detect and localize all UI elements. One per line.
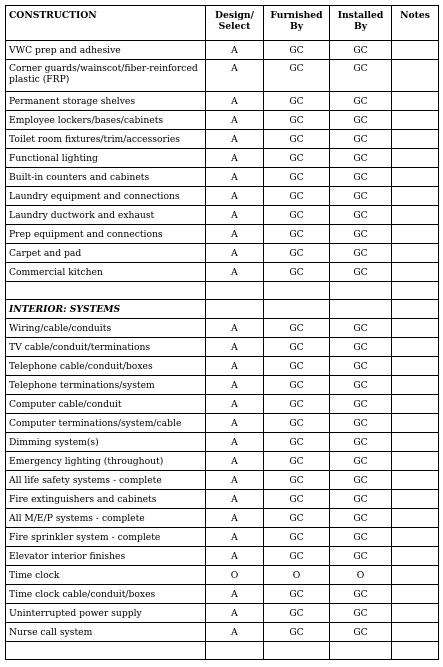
table-row [6, 509, 439, 528]
blank-cell [392, 300, 439, 319]
furnished-by-cell: GC [264, 130, 330, 149]
design-select-cell: A [206, 604, 264, 623]
notes-cell [392, 376, 439, 395]
furnished-by-cell: GC [264, 490, 330, 509]
installed-by-cell: GC [330, 92, 392, 111]
installed-by-cell: GC [330, 338, 392, 357]
notes-cell [392, 60, 439, 92]
table-row [6, 60, 439, 92]
header-construction: CONSTRUCTION [6, 6, 206, 41]
item-cell: Permanent storage shelves [6, 92, 206, 111]
item-cell: Laundry equipment and connections [6, 187, 206, 206]
table-footer [6, 642, 439, 660]
item-cell: All M/E/P systems - complete [6, 509, 206, 528]
furnished-by-cell: GC [264, 376, 330, 395]
item-cell: Functional lighting [6, 149, 206, 168]
table-row [6, 338, 439, 357]
design-select-cell: A [206, 225, 264, 244]
notes-cell [392, 452, 439, 471]
blank-cell [6, 642, 206, 660]
notes-cell [392, 111, 439, 130]
header-design-select: Design/ Select [206, 6, 264, 41]
furnished-by-cell: GC [264, 623, 330, 642]
section-title: INTERIOR: SYSTEMS [6, 300, 206, 319]
design-select-cell: A [206, 376, 264, 395]
table-row [6, 376, 439, 395]
blank-cell [206, 282, 264, 300]
design-select-cell: A [206, 149, 264, 168]
furnished-by-cell: GC [264, 528, 330, 547]
item-cell: Computer cable/conduit [6, 395, 206, 414]
furnished-by-cell: GC [264, 357, 330, 376]
table-row [6, 490, 439, 509]
table-row [6, 623, 439, 642]
furnished-by-cell: GC [264, 414, 330, 433]
furnished-by-cell: GC [264, 225, 330, 244]
item-cell: Prep equipment and connections [6, 225, 206, 244]
blank-cell [330, 300, 392, 319]
design-select-cell: A [206, 92, 264, 111]
table-row [6, 433, 439, 452]
furnished-by-cell: GC [264, 60, 330, 92]
installed-by-cell: GC [330, 206, 392, 225]
notes-cell [392, 433, 439, 452]
notes-cell [392, 338, 439, 357]
installed-by-cell: GC [330, 187, 392, 206]
notes-cell [392, 585, 439, 604]
installed-by-cell: GC [330, 604, 392, 623]
furnished-by-cell: GC [264, 263, 330, 282]
responsibility-table [5, 5, 439, 660]
furnished-by-cell: O [264, 566, 330, 585]
design-select-cell: A [206, 395, 264, 414]
furnished-by-cell: GC [264, 604, 330, 623]
design-select-cell: A [206, 547, 264, 566]
notes-cell [392, 471, 439, 490]
notes-cell [392, 509, 439, 528]
notes-cell [392, 414, 439, 433]
item-cell: Built-in counters and cabinets [6, 168, 206, 187]
item-cell: Commercial kitchen [6, 263, 206, 282]
section-divider [6, 282, 439, 319]
notes-cell [392, 547, 439, 566]
table-row [6, 414, 439, 433]
item-cell: Elevator interior finishes [6, 547, 206, 566]
design-select-cell: A [206, 41, 264, 60]
table-row [6, 41, 439, 60]
design-select-cell: A [206, 60, 264, 92]
blank-cell [206, 642, 264, 660]
notes-cell [392, 41, 439, 60]
design-select-cell: A [206, 490, 264, 509]
design-select-cell: O [206, 566, 264, 585]
installed-by-cell: GC [330, 452, 392, 471]
notes-cell [392, 395, 439, 414]
item-cell: Uninterrupted power supply [6, 604, 206, 623]
installed-by-cell: GC [330, 244, 392, 263]
furnished-by-cell: GC [264, 41, 330, 60]
design-select-cell: A [206, 452, 264, 471]
notes-cell [392, 206, 439, 225]
furnished-by-cell: GC [264, 547, 330, 566]
installed-by-cell: GC [330, 168, 392, 187]
table-row [6, 357, 439, 376]
item-cell: Corner guards/wainscot/fiber-reinforced plastic (FRP) [6, 60, 206, 92]
blank-cell [392, 282, 439, 300]
table-row [6, 130, 439, 149]
installed-by-cell: GC [330, 414, 392, 433]
table-row [6, 92, 439, 111]
design-select-cell: A [206, 585, 264, 604]
design-select-cell: A [206, 319, 264, 338]
header-furnished-by: Furnished By [264, 6, 330, 41]
table-row [6, 168, 439, 187]
installed-by-cell: GC [330, 585, 392, 604]
design-select-cell: A [206, 623, 264, 642]
installed-by-cell: GC [330, 471, 392, 490]
installed-by-cell: GC [330, 547, 392, 566]
table-row [6, 395, 439, 414]
item-cell: Fire extinguishers and cabinets [6, 490, 206, 509]
installed-by-cell: GC [330, 528, 392, 547]
notes-cell [392, 528, 439, 547]
item-cell: Carpet and pad [6, 244, 206, 263]
furnished-by-cell: GC [264, 244, 330, 263]
item-cell: Laundry ductwork and exhaust [6, 206, 206, 225]
furnished-by-cell: GC [264, 585, 330, 604]
table-row [6, 244, 439, 263]
construction-section [6, 41, 439, 282]
table-row [6, 111, 439, 130]
notes-cell [392, 566, 439, 585]
item-cell: Dimming system(s) [6, 433, 206, 452]
table-row [6, 263, 439, 282]
furnished-by-cell: GC [264, 187, 330, 206]
notes-cell [392, 92, 439, 111]
furnished-by-cell: GC [264, 452, 330, 471]
notes-cell [392, 319, 439, 338]
installed-by-cell: GC [330, 623, 392, 642]
design-select-cell: A [206, 111, 264, 130]
item-cell: All life safety systems - complete [6, 471, 206, 490]
design-select-cell: A [206, 414, 264, 433]
table-row [6, 471, 439, 490]
notes-cell [392, 623, 439, 642]
header-installed-by: Installed By [330, 6, 392, 41]
blank-cell [264, 282, 330, 300]
installed-by-cell: GC [330, 41, 392, 60]
design-select-cell: A [206, 357, 264, 376]
design-select-cell: A [206, 168, 264, 187]
design-select-cell: A [206, 187, 264, 206]
blank-cell [330, 642, 392, 660]
design-select-cell: A [206, 206, 264, 225]
item-cell: Time clock [6, 566, 206, 585]
item-cell: VWC prep and adhesive [6, 41, 206, 60]
blank-cell [6, 282, 206, 300]
notes-cell [392, 130, 439, 149]
notes-cell [392, 357, 439, 376]
furnished-by-cell: GC [264, 206, 330, 225]
furnished-by-cell: GC [264, 319, 330, 338]
item-cell: Computer terminations/system/cable [6, 414, 206, 433]
item-cell: Toilet room fixtures/trim/accessories [6, 130, 206, 149]
installed-by-cell: GC [330, 319, 392, 338]
installed-by-cell: GC [330, 509, 392, 528]
table-row [6, 319, 439, 338]
item-cell: Fire sprinkler system - complete [6, 528, 206, 547]
design-select-cell: A [206, 471, 264, 490]
item-cell: Telephone cable/conduit/boxes [6, 357, 206, 376]
item-cell: TV cable/conduit/terminations [6, 338, 206, 357]
installed-by-cell: GC [330, 395, 392, 414]
item-cell: Nurse call system [6, 623, 206, 642]
table-row [6, 206, 439, 225]
design-select-cell: A [206, 263, 264, 282]
header-row [6, 6, 439, 41]
furnished-by-cell: GC [264, 471, 330, 490]
installed-by-cell: GC [330, 149, 392, 168]
furnished-by-cell: GC [264, 111, 330, 130]
notes-cell [392, 244, 439, 263]
header-notes: Notes [392, 6, 439, 41]
table-row [6, 149, 439, 168]
table-row [6, 566, 439, 585]
notes-cell [392, 263, 439, 282]
furnished-by-cell: GC [264, 509, 330, 528]
furnished-by-cell: GC [264, 395, 330, 414]
blank-row [6, 642, 439, 660]
design-select-cell: A [206, 433, 264, 452]
blank-cell [264, 300, 330, 319]
table-row [6, 225, 439, 244]
design-select-cell: A [206, 528, 264, 547]
blank-cell [330, 282, 392, 300]
blank-cell [206, 300, 264, 319]
systems-section [6, 319, 439, 642]
notes-cell [392, 490, 439, 509]
blank-cell [392, 642, 439, 660]
table-row [6, 604, 439, 623]
blank-cell [264, 642, 330, 660]
furnished-by-cell: GC [264, 92, 330, 111]
installed-by-cell: GC [330, 263, 392, 282]
furnished-by-cell: GC [264, 338, 330, 357]
furnished-by-cell: GC [264, 433, 330, 452]
furnished-by-cell: GC [264, 168, 330, 187]
notes-cell [392, 604, 439, 623]
design-select-cell: A [206, 130, 264, 149]
notes-cell [392, 149, 439, 168]
item-cell: Telephone terminations/system [6, 376, 206, 395]
installed-by-cell: GC [330, 60, 392, 92]
notes-cell [392, 225, 439, 244]
installed-by-cell: GC [330, 130, 392, 149]
design-select-cell: A [206, 338, 264, 357]
notes-cell [392, 187, 439, 206]
table-row [6, 528, 439, 547]
installed-by-cell: GC [330, 111, 392, 130]
design-select-cell: A [206, 244, 264, 263]
design-select-cell: A [206, 509, 264, 528]
item-cell: Wiring/cable/conduits [6, 319, 206, 338]
installed-by-cell: GC [330, 490, 392, 509]
notes-cell [392, 168, 439, 187]
installed-by-cell: O [330, 566, 392, 585]
installed-by-cell: GC [330, 376, 392, 395]
table-row [6, 187, 439, 206]
installed-by-cell: GC [330, 433, 392, 452]
item-cell: Time clock cable/conduit/boxes [6, 585, 206, 604]
item-cell: Emergency lighting (throughout) [6, 452, 206, 471]
installed-by-cell: GC [330, 225, 392, 244]
installed-by-cell: GC [330, 357, 392, 376]
table-row [6, 452, 439, 471]
table-row [6, 585, 439, 604]
furnished-by-cell: GC [264, 149, 330, 168]
section-header-row [6, 300, 439, 319]
item-cell: Employee lockers/bases/cabinets [6, 111, 206, 130]
table-row [6, 547, 439, 566]
blank-row [6, 282, 439, 300]
